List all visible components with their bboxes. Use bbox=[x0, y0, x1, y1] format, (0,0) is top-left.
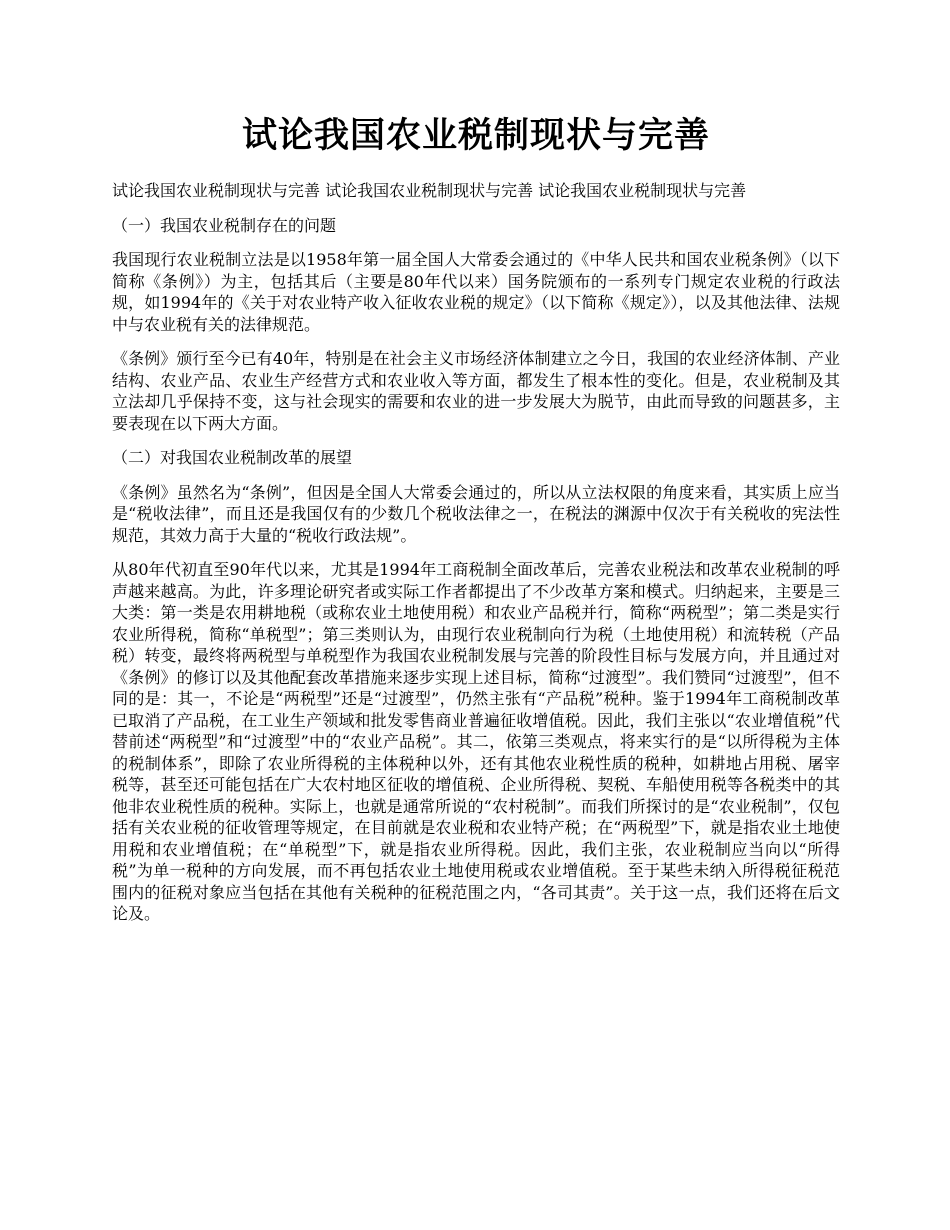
section-1-heading: （一）我国农业税制存在的问题 bbox=[112, 215, 337, 235]
section-2-paragraph-1: 《条例》虽然名为“条例”，但因是全国人大常委会通过的，所以从立法权限的角度来看，其实质上应当是“税收法律”，而且还是我国仅有的少数几个税收法律之一，在税法的渊源中仅次于有关税收的宪法性规范，其效力高于大量的“税收行政法规”。 bbox=[112, 482, 840, 545]
section-1-paragraph-1: 我国现行农业税制立法是以1958年第一届全国人大常委会通过的《中华人民共和国农业税条例》（以下简称《条例》）为主，包括其后（主要是80年代以来）国务院颁布的一系列专门规定农业税的行政法规，如1994年的《关于对农业特产收入征收农业税的规定》（以下简称《规定》），以及其他法律、法规中与农业税有关的法律规范。 bbox=[112, 250, 840, 334]
document-title: 试论我国农业税制现状与完善 bbox=[241, 115, 710, 156]
section-1-paragraph-2: 《条例》颁行至今已有40年，特别是在社会主义市场经济体制建立之今日，我国的农业经济体制、产业结构、农业产品、农业生产经营方式和农业收入等方面，都发生了根本性的变化。但是，农业税制及其立法却几乎保持不变，这与社会现实的需要和农业的进一步发展大为脱节，由此而导致的问题甚多，主要表现在以下两大方面。 bbox=[112, 349, 840, 433]
section-2-heading: （二）对我国农业税制改革的展望 bbox=[112, 448, 353, 467]
document-subtitle: 试论我国农业税制现状与完善 试论我国农业税制现状与完善 试论我国农业税制现状与完善 bbox=[112, 181, 747, 200]
section-2-paragraph-2: 从80年代初直至90年代以来，尤其是1994年工商税制全面改革后，完善农业税法和改革农业税制的呼声越来越高。为此，许多理论研究者或实际工作者都提出了不少改革方案和模式。归纳起来，主要是三大类：第一类是农用耕地税（或称农业土地使用税）和农业产品税并行，简称“两税型”；第二类是实行农业所得税，简称“单税型”；第三类则认为，由现行农业税制向行为税（土地使用税）和流转税（产品税）转变，最终将两税型与单税型作为我国农业税制发展与完善的阶段性目标与发展方向，并且通过对《条例》的修订以及其他配套改革措施来逐步实现上述目标，简称“过渡型”。我们赞同“过渡型”，但不同的是：其一，不论是“两税型”还是“过渡型”，仍然主张有“产品税”税种。鉴于1994年工商税制改革已取消了产品税，在工业生产领域和批发零售商业普遍征收增值税。因此，我们主张以“农业增值税”代替前述“两税型”和“过渡型”中的“农业产品税”。其二，依第三类观点，将来实行的是“以所得税为主体的税制体系”，即除了农业所得税的主体税种以外，还有其他农业税性质的税种，如耕地占用税、屠宰税等，甚至还可能包括在广大农村地区征收的增值税、企业所得税、契税、车船使用税等各税类中的其他非农业税性质的税种。实际上，也就是通常所说的“农村税制”。而我们所探讨的是“农业税制”，仅包括有关农业税的征收管理等规定，在目前就是农业税和农业特产税；在“两税型”下，就是指农业土地使用税和农业增值税；在“单税型”下，就是指农业所得税。因此，我们主张，农业税制应当向以“所得税”为单一税种的方向发展，而不再包括农业土地使用税或农业增值税。至于某些未纳入所得税征税范围内的征税对象应当包括在其他有关税种的征税范围之内，“各司其责”。关于这一点，我们还将在后文论及。 bbox=[112, 560, 840, 923]
document-page bbox=[112, 112, 840, 938]
